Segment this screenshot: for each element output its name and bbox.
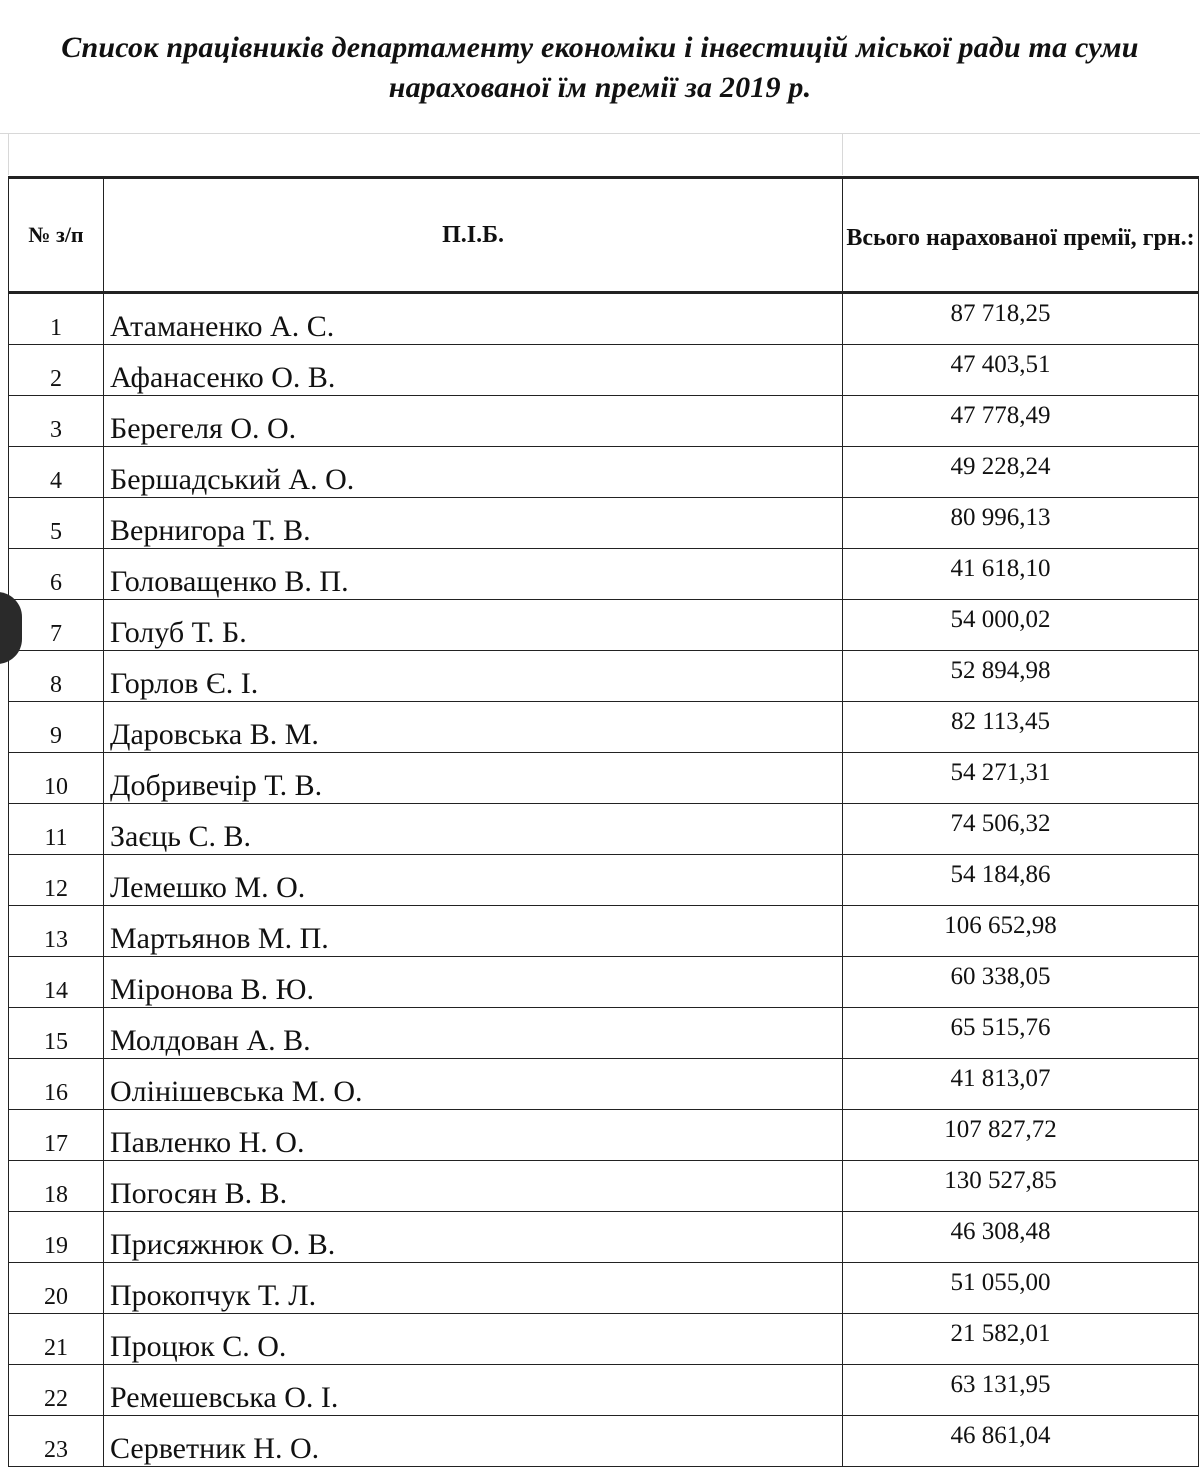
row-bonus-cell: 46 861,04 bbox=[843, 1416, 1199, 1467]
row-bonus-cell: 47 778,49 bbox=[843, 396, 1199, 447]
row-bonus-cell: 46 308,48 bbox=[843, 1212, 1199, 1263]
row-number-cell: 22 bbox=[9, 1365, 104, 1416]
row-bonus-cell: 41 813,07 bbox=[843, 1059, 1199, 1110]
row-number-cell: 7 bbox=[9, 600, 104, 651]
header-total-bonus: Всього нарахованої премії, грн.: bbox=[843, 178, 1199, 293]
row-bonus-cell: 82 113,45 bbox=[843, 702, 1199, 753]
table-row bbox=[9, 1416, 1199, 1467]
row-name-cell: Голуб Т. Б. bbox=[104, 600, 843, 651]
table-row bbox=[9, 1008, 1199, 1059]
table-header-row bbox=[9, 178, 1199, 293]
table-row bbox=[9, 498, 1199, 549]
document-title-line-2: нарахованої їм премії за 2019 р. bbox=[388, 71, 812, 104]
row-name-cell: Ремешевська О. І. bbox=[104, 1365, 843, 1416]
row-name-cell: Присяжнюк О. В. bbox=[104, 1212, 843, 1263]
row-name-cell: Заєць С. В. bbox=[104, 804, 843, 855]
table-row bbox=[9, 549, 1199, 600]
row-bonus-cell: 54 271,31 bbox=[843, 753, 1199, 804]
row-name-cell: Мартьянов М. П. bbox=[104, 906, 843, 957]
row-number-cell: 9 bbox=[9, 702, 104, 753]
row-name-cell: Даровська В. М. bbox=[104, 702, 843, 753]
table-row bbox=[9, 1212, 1199, 1263]
row-name-cell: Олінішевська М. О. bbox=[104, 1059, 843, 1110]
table-row bbox=[9, 651, 1199, 702]
table-row bbox=[9, 396, 1199, 447]
row-name-cell: Міронова В. Ю. bbox=[104, 957, 843, 1008]
row-number-cell: 20 bbox=[9, 1263, 104, 1314]
row-name-cell: Атаманенко А. С. bbox=[104, 293, 843, 345]
header-number: № з/п bbox=[9, 178, 104, 293]
row-number-cell: 2 bbox=[9, 345, 104, 396]
row-name-cell: Добривечір Т. В. bbox=[104, 753, 843, 804]
table-body bbox=[9, 293, 1199, 1467]
row-name-cell: Молдован А. В. bbox=[104, 1008, 843, 1059]
row-number-cell: 6 bbox=[9, 549, 104, 600]
row-number-cell: 13 bbox=[9, 906, 104, 957]
row-name-cell: Прокопчук Т. Л. bbox=[104, 1263, 843, 1314]
table-row bbox=[9, 753, 1199, 804]
row-number-cell: 15 bbox=[9, 1008, 104, 1059]
row-name-cell: Лемешко М. О. bbox=[104, 855, 843, 906]
row-name-cell: Процюк С. О. bbox=[104, 1314, 843, 1365]
table-row bbox=[9, 855, 1199, 906]
table-row bbox=[9, 293, 1199, 345]
row-name-cell: Афанасенко О. В. bbox=[104, 345, 843, 396]
row-number-cell: 19 bbox=[9, 1212, 104, 1263]
grid-line bbox=[842, 134, 843, 175]
table-row bbox=[9, 957, 1199, 1008]
row-number-cell: 21 bbox=[9, 1314, 104, 1365]
row-name-cell: Бершадський А. О. bbox=[104, 447, 843, 498]
row-number-cell: 11 bbox=[9, 804, 104, 855]
row-number-cell: 10 bbox=[9, 753, 104, 804]
table-row bbox=[9, 1110, 1199, 1161]
row-number-cell: 1 bbox=[9, 293, 104, 345]
row-bonus-cell: 60 338,05 bbox=[843, 957, 1199, 1008]
table-row bbox=[9, 1314, 1199, 1365]
row-name-cell: Вернигора Т. В. bbox=[104, 498, 843, 549]
table-row bbox=[9, 1059, 1199, 1110]
row-bonus-cell: 54 000,02 bbox=[843, 600, 1199, 651]
row-bonus-cell: 107 827,72 bbox=[843, 1110, 1199, 1161]
table-row bbox=[9, 1365, 1199, 1416]
row-number-cell: 8 bbox=[9, 651, 104, 702]
row-name-cell: Берегеля О. О. bbox=[104, 396, 843, 447]
row-bonus-cell: 21 582,01 bbox=[843, 1314, 1199, 1365]
grid-line bbox=[8, 134, 9, 175]
row-name-cell: Погосян В. В. bbox=[104, 1161, 843, 1212]
bonus-table bbox=[8, 176, 1199, 1467]
table-row bbox=[9, 906, 1199, 957]
row-bonus-cell: 65 515,76 bbox=[843, 1008, 1199, 1059]
table-row bbox=[9, 600, 1199, 651]
row-bonus-cell: 106 652,98 bbox=[843, 906, 1199, 957]
row-number-cell: 23 bbox=[9, 1416, 104, 1467]
row-number-cell: 18 bbox=[9, 1161, 104, 1212]
document-title-line-1: Список працівників департаменту економіки і інвестицій міської ради та суми bbox=[61, 31, 1139, 64]
row-name-cell: Серветник Н. О. bbox=[104, 1416, 843, 1467]
row-bonus-cell: 87 718,25 bbox=[843, 293, 1199, 345]
row-name-cell: Горлов Є. І. bbox=[104, 651, 843, 702]
row-name-cell: Павленко Н. О. bbox=[104, 1110, 843, 1161]
row-number-cell: 3 bbox=[9, 396, 104, 447]
row-number-cell: 14 bbox=[9, 957, 104, 1008]
row-bonus-cell: 47 403,51 bbox=[843, 345, 1199, 396]
table-row bbox=[9, 1263, 1199, 1314]
row-number-cell: 5 bbox=[9, 498, 104, 549]
row-number-cell: 4 bbox=[9, 447, 104, 498]
table-row bbox=[9, 447, 1199, 498]
header-name: П.І.Б. bbox=[104, 178, 843, 293]
row-bonus-cell: 63 131,95 bbox=[843, 1365, 1199, 1416]
row-number-cell: 16 bbox=[9, 1059, 104, 1110]
row-bonus-cell: 74 506,32 bbox=[843, 804, 1199, 855]
row-name-cell: Головащенко В. П. bbox=[104, 549, 843, 600]
row-number-cell: 12 bbox=[9, 855, 104, 906]
row-bonus-cell: 49 228,24 bbox=[843, 447, 1199, 498]
document-title bbox=[0, 28, 1200, 108]
row-bonus-cell: 41 618,10 bbox=[843, 549, 1199, 600]
table-row bbox=[9, 804, 1199, 855]
row-bonus-cell: 52 894,98 bbox=[843, 651, 1199, 702]
table-row bbox=[9, 702, 1199, 753]
row-bonus-cell: 80 996,13 bbox=[843, 498, 1199, 549]
row-bonus-cell: 130 527,85 bbox=[843, 1161, 1199, 1212]
spreadsheet-empty-row bbox=[0, 133, 1200, 175]
row-bonus-cell: 54 184,86 bbox=[843, 855, 1199, 906]
table-row bbox=[9, 1161, 1199, 1212]
row-number-cell: 17 bbox=[9, 1110, 104, 1161]
row-bonus-cell: 51 055,00 bbox=[843, 1263, 1199, 1314]
table-row bbox=[9, 345, 1199, 396]
